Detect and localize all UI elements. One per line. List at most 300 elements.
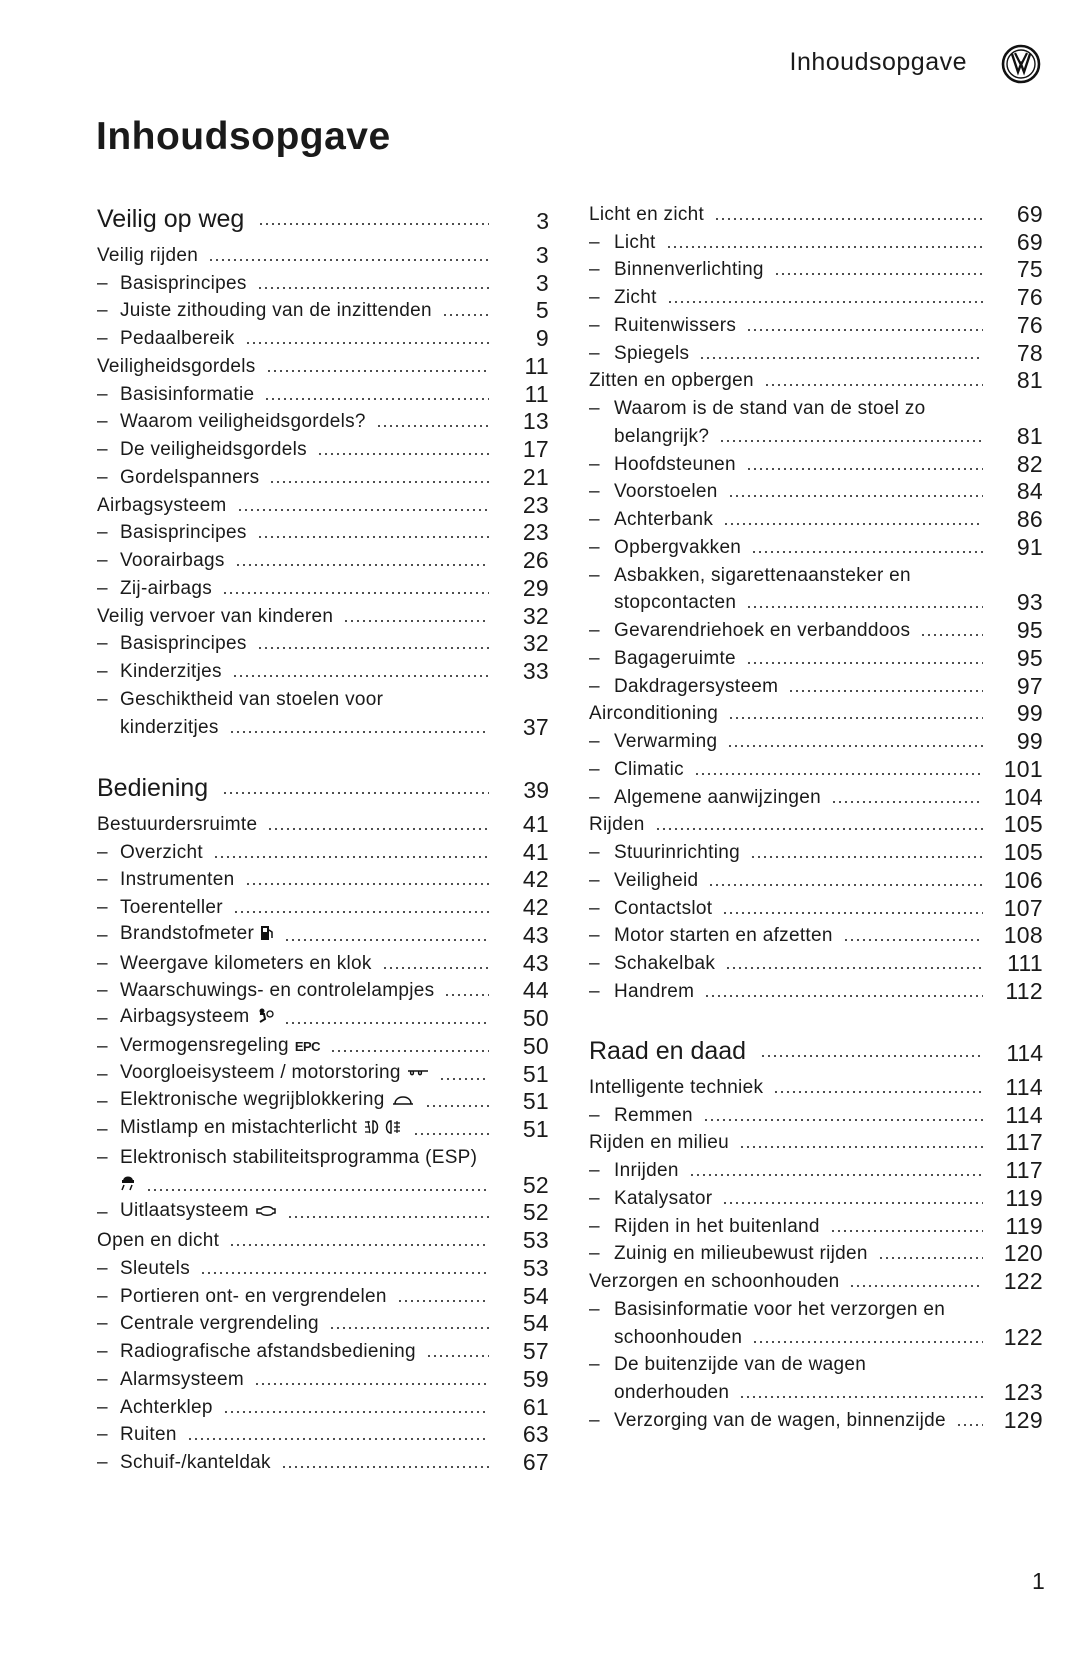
dash-bullet: – [97, 383, 108, 405]
toc-entry-hoofdsteunen[interactable] [589, 449, 1043, 477]
dash-bullet: – [589, 731, 600, 752]
leader-dots [788, 689, 983, 693]
entry-label: Gevarendriehoek en verbanddoos [614, 620, 911, 641]
toc-entry-inrijden[interactable] [589, 1155, 1043, 1183]
entry-page: 104 [1003, 783, 1043, 810]
entry-label: Sleutels [120, 1257, 190, 1279]
toc-entry-achterklep[interactable] [97, 1392, 549, 1420]
leader-dots [329, 1326, 489, 1330]
entry-label: Centrale vergrendeling [120, 1313, 319, 1335]
leader-dots [722, 1201, 983, 1205]
entry-page: 41 [522, 838, 549, 865]
dash-bullet: – [97, 272, 108, 294]
dash-bullet: – [589, 1187, 600, 1209]
dash-bullet: – [97, 1063, 108, 1085]
dash-bullet: – [97, 550, 108, 571]
vw-logo-icon [1001, 44, 1041, 84]
toc-entry-verwarming[interactable] [589, 726, 1043, 754]
toc-entry-verzorgen-en-schoonhouden[interactable] [589, 1266, 1043, 1294]
entry-page: 51 [522, 1088, 549, 1115]
entry-label: Voorairbags [120, 550, 225, 571]
entry-label: Elektronisch stabiliteitsprogramma (ESP) [120, 1146, 478, 1168]
entry-label: Alarmsysteem [120, 1368, 244, 1390]
dash-bullet: – [97, 1257, 108, 1279]
dash-bullet: – [97, 1202, 108, 1224]
leader-dots [413, 1132, 489, 1136]
entry-page: 52 [522, 1171, 549, 1198]
chapter-page: 3 [536, 208, 549, 234]
entry-page: 50 [522, 1005, 549, 1031]
dash-bullet: – [97, 633, 108, 655]
entry-page: 21 [522, 463, 549, 490]
toc-entry-elektronische-wegrijblokkering[interactable] [97, 1087, 549, 1115]
entry-label: Spiegels [614, 342, 690, 364]
leader-dots [281, 1465, 489, 1469]
dash-bullet: – [97, 897, 108, 918]
entry-page: 120 [1003, 1240, 1043, 1267]
toc-entry-asbakken-sigarettenaansteker-en-continued[interactable] [589, 588, 1043, 616]
leader-dots [444, 993, 489, 997]
leader-dots [269, 480, 489, 484]
entry-page: 105 [1003, 839, 1043, 865]
toc-section-raad-en-daad [589, 1032, 1043, 1433]
toc-entry-veilig-vervoer-van-kinderen[interactable] [97, 601, 549, 629]
toc-entry-handrem[interactable] [589, 976, 1043, 1004]
entry-label-continued: onderhouden [614, 1382, 730, 1403]
toc-entry-de-buitenzijde-van-de-wagen[interactable] [589, 1350, 1043, 1378]
leader-dots [222, 791, 489, 795]
leader-dots [376, 424, 489, 428]
leader-dots [223, 1410, 489, 1414]
toc-entry-climatic[interactable] [589, 754, 1043, 782]
entry-page: 3 [535, 241, 549, 268]
dash-bullet: – [589, 481, 600, 503]
toc-entry-verzorging-van-de-wagen-binnenzijde[interactable] [589, 1405, 1043, 1433]
toc-entry-uitlaatsysteem[interactable] [97, 1198, 549, 1226]
entry-label: Geschiktheid van stoelen voor [120, 688, 384, 710]
leader-dots [703, 1118, 983, 1122]
leader-dots [439, 1077, 489, 1081]
leader-dots [689, 1173, 983, 1177]
entry-label: Hoofdsteunen [614, 453, 736, 475]
toc-entry-radiografische-afstandsbediening[interactable] [97, 1336, 549, 1364]
dash-bullet: – [589, 314, 600, 336]
toc-entry-basisinformatie[interactable] [97, 379, 549, 407]
entry-page: 107 [1003, 894, 1043, 921]
toc-entry-ruitenwissers[interactable] [589, 310, 1043, 338]
entry-label-continued: schoonhouden [614, 1326, 743, 1348]
leader-dots [728, 716, 983, 720]
toc-entry-rijden-en-milieu[interactable] [589, 1128, 1043, 1156]
toc-chapter-heading[interactable] [97, 769, 549, 803]
toc-entry-centrale-vergrendeling[interactable] [97, 1309, 549, 1337]
entry-label: Elektronische wegrijblokkering [120, 1088, 425, 1114]
entry-page: 13 [522, 408, 549, 435]
leader-dots [330, 1049, 489, 1053]
toc-entry-ruiten[interactable] [97, 1420, 549, 1448]
leader-dots [284, 938, 489, 942]
dash-bullet: – [589, 1298, 600, 1320]
entry-page: 61 [522, 1393, 549, 1420]
entry-label: Achterbank [614, 509, 714, 530]
dash-bullet: – [97, 841, 108, 863]
leader-dots [232, 674, 489, 678]
toc-entry-brandstofmeter[interactable] [97, 920, 549, 948]
page-number: 1 [1032, 1568, 1045, 1594]
toc-entry-pedaalbereik[interactable] [97, 323, 549, 351]
leader-dots [382, 966, 489, 970]
toc-entry-contactslot[interactable] [589, 893, 1043, 921]
toc-entry-zitten-en-opbergen[interactable] [589, 366, 1043, 394]
chapter-title: Raad en daad [589, 1037, 747, 1065]
leader-dots [751, 550, 983, 554]
leader-dots [708, 883, 983, 887]
toc-entry-licht-en-zicht[interactable] [589, 199, 1043, 227]
entry-page: 44 [522, 977, 549, 1004]
leader-dots [746, 661, 983, 665]
entry-label: Waarom veiligheidsgordels? [120, 411, 366, 433]
epc-icon: EPC [294, 1038, 321, 1054]
dash-bullet: – [97, 661, 108, 682]
dash-bullet: – [589, 897, 600, 919]
entry-page: 43 [522, 949, 549, 976]
entry-page: 63 [522, 1421, 549, 1448]
dash-bullet: – [589, 564, 600, 586]
leader-dots [213, 855, 489, 859]
toc-entry-dakdragersysteem[interactable] [589, 671, 1043, 699]
toc-entry-basisprincipes[interactable] [97, 518, 549, 546]
entry-page: 78 [1016, 339, 1043, 366]
toc-entry-waarschuwings-en-controlelampjes[interactable] [97, 976, 549, 1004]
entry-page: 32 [522, 630, 549, 657]
entry-label: Basisprincipes [120, 633, 247, 655]
toc-entry-waarom-is-de-stand-van-de-stoel-zo[interactable] [589, 393, 1043, 421]
toc-entry-basisprincipes[interactable] [97, 629, 549, 657]
leader-dots [237, 508, 489, 512]
entry-page: 42 [522, 894, 549, 920]
dash-bullet: – [97, 411, 108, 433]
entry-page: 32 [522, 602, 549, 629]
entry-page: 117 [1005, 1157, 1043, 1183]
leader-dots [208, 258, 489, 262]
entry-page: 81 [1016, 422, 1043, 449]
toc-entry-geschiktheid-van-stoelen-voor-continued[interactable] [97, 712, 549, 740]
entry-label: Stuurinrichting [614, 842, 740, 863]
entry-label-continued: stopcontacten [614, 592, 737, 614]
leader-dots [267, 827, 489, 831]
leader-dots [187, 1437, 489, 1441]
entry-label: Bestuurdersruimte [97, 813, 258, 835]
toc-entry-rijden-in-het-buitenland[interactable] [589, 1211, 1043, 1239]
toc-entry-basisinformatie-voor-het-verzorgen-en[interactable] [589, 1294, 1043, 1322]
entry-page: 3 [535, 269, 549, 296]
toc-entry-katalysator[interactable] [589, 1183, 1043, 1211]
toc-entry-intelligente-techniek[interactable] [589, 1072, 1043, 1100]
toc-entry-waarom-veiligheidsgordels[interactable] [97, 407, 549, 435]
toc-entry-vermogensregeling[interactable] [97, 1031, 549, 1059]
dash-bullet: – [589, 1215, 600, 1237]
toc-entry-elektronisch-stabiliteitsprogramma-esp-continued[interactable] [97, 1170, 549, 1198]
leader-dots [714, 217, 983, 221]
entry-page: 76 [1016, 311, 1043, 338]
dash-bullet: – [97, 1368, 108, 1390]
entry-page: 17 [522, 436, 549, 462]
entry-page: 86 [1016, 506, 1043, 532]
leader-dots [723, 522, 983, 526]
dash-bullet: – [589, 1243, 600, 1265]
entry-label: Schakelbak [614, 953, 716, 974]
dash-bullet: – [97, 952, 108, 974]
dash-bullet: – [97, 300, 108, 322]
toc-entry-voorgloeisysteem-motorstoring[interactable] [97, 1059, 549, 1087]
entry-label: Basisprincipes [120, 272, 247, 294]
dash-bullet: – [589, 259, 600, 281]
toc-entry-airbagsysteem[interactable] [97, 1003, 549, 1031]
leader-dots [725, 966, 983, 970]
dash-bullet: – [97, 924, 108, 946]
entry-page: 9 [535, 325, 549, 351]
leader-dots [343, 619, 489, 623]
entry-page: 67 [522, 1449, 549, 1475]
toc-entry-binnenverlichting[interactable] [589, 255, 1043, 283]
leader-dots [666, 245, 983, 249]
dash-bullet: – [589, 647, 600, 669]
entry-label: Pedaalbereik [120, 328, 235, 349]
toc-entry-licht[interactable] [589, 227, 1043, 255]
entry-label: Waarom is de stand van de stoel zo [614, 398, 926, 419]
leader-dots [764, 383, 983, 387]
entry-label: De buitenzijde van de wagen [614, 1354, 867, 1376]
entry-label: Weergave kilometers en klok [120, 952, 372, 974]
toc-entry-zij-airbags[interactable] [97, 573, 549, 601]
dash-bullet: – [97, 466, 108, 488]
toc-entry-toerenteller[interactable] [97, 892, 549, 920]
leader-dots [746, 328, 983, 332]
leader-dots [233, 910, 489, 914]
toc-entry-bestuurdersruimte[interactable] [97, 809, 549, 837]
toc-entry-airbagsysteem[interactable] [97, 490, 549, 518]
toc-entry-juiste-zithouding-van-de-inzittenden[interactable] [97, 296, 549, 324]
leader-dots [830, 1229, 983, 1233]
entry-label: Toerenteller [120, 897, 223, 918]
entry-label: Inrijden [614, 1160, 679, 1181]
entry-page: 37 [522, 713, 549, 740]
toc-entry-schuif-kanteldak[interactable] [97, 1447, 549, 1475]
dash-bullet: – [589, 786, 600, 808]
toc-entry-sleutels[interactable] [97, 1253, 549, 1281]
entry-label: Rijden in het buitenland [614, 1215, 820, 1237]
toc-entry-achterbank[interactable] [589, 504, 1043, 532]
entry-label: Airbagsysteem [120, 1005, 284, 1031]
toc-entry-algemene-aanwijzingen[interactable] [589, 782, 1043, 810]
entry-page: 54 [522, 1310, 549, 1337]
toc-entry-bagageruimte[interactable] [589, 643, 1043, 671]
dash-bullet: – [97, 328, 108, 349]
entry-page: 59 [522, 1365, 549, 1392]
entry-label: Ruiten [120, 1424, 177, 1446]
entry-page: 129 [1003, 1406, 1043, 1433]
toc-entry-veiligheid[interactable] [589, 865, 1043, 893]
toc-chapter-heading[interactable] [97, 200, 549, 234]
toc-entry-gordelspanners[interactable] [97, 462, 549, 490]
toc-entry-remmen[interactable] [589, 1100, 1043, 1128]
entry-page: 82 [1016, 450, 1043, 477]
fog-lights-icon [363, 1118, 403, 1142]
entry-label: Handrem [614, 980, 695, 1002]
entry-page: 42 [522, 866, 549, 893]
entry-page: 53 [522, 1254, 549, 1281]
toc-entry-zicht[interactable] [589, 282, 1043, 310]
page-title: Inhoudsopgave [96, 115, 391, 158]
entry-page: 57 [522, 1338, 549, 1364]
toc-entry-asbakken-sigarettenaansteker-en[interactable] [589, 560, 1043, 588]
leader-dots [831, 800, 983, 804]
dash-bullet: – [589, 1160, 600, 1181]
toc-entry-waarom-is-de-stand-van-de-stoel-zo-continued[interactable] [589, 421, 1043, 449]
toc-entry-de-buitenzijde-van-de-wagen-continued[interactable] [589, 1377, 1043, 1405]
dash-bullet: – [97, 1091, 108, 1113]
entry-page: 101 [1003, 755, 1043, 782]
entry-label: Open en dicht [97, 1230, 220, 1251]
entry-page: 99 [1016, 700, 1043, 727]
toc-entry-airconditioning[interactable] [589, 699, 1043, 727]
dash-bullet: – [589, 620, 600, 641]
leader-dots [667, 300, 983, 304]
toc-entry-zuinig-en-milieubewust-rijden[interactable] [589, 1239, 1043, 1267]
entry-page: 117 [1005, 1129, 1043, 1156]
entry-page: 99 [1016, 728, 1043, 754]
toc-entry-gevarendriehoek-en-verbanddoos[interactable] [589, 615, 1043, 643]
leader-dots [287, 1215, 489, 1219]
toc-entry-open-en-dicht[interactable] [97, 1225, 549, 1253]
entry-label-continued: kinderzitjes [120, 716, 219, 738]
toc-entry-voorstoelen[interactable] [589, 477, 1043, 505]
entry-page: 23 [522, 519, 549, 546]
toc-entry-veiligheidsgordels[interactable] [97, 351, 549, 379]
toc-entry-voorairbags[interactable] [97, 545, 549, 573]
entry-label: Kinderzitjes [120, 661, 222, 682]
entry-label: Gordelspanners [120, 466, 260, 488]
entry-page: 76 [1016, 284, 1043, 310]
entry-page: 91 [1016, 533, 1043, 560]
toc-entry-motor-starten-en-afzetten[interactable] [589, 921, 1043, 949]
leader-dots [266, 369, 489, 373]
dash-bullet: – [589, 980, 600, 1002]
leader-dots [235, 563, 489, 567]
entry-page: 112 [1005, 977, 1043, 1004]
leader-dots [442, 313, 489, 317]
chapter-page: 39 [523, 777, 549, 803]
dash-bullet: – [97, 1146, 108, 1168]
entry-page: 11 [524, 352, 549, 379]
entry-page: 69 [1016, 228, 1043, 255]
toc-entry-instrumenten[interactable] [97, 865, 549, 893]
toc-entry-overzicht[interactable] [97, 837, 549, 865]
entry-page: 95 [1016, 644, 1043, 671]
entry-label: Ruitenwissers [614, 314, 737, 336]
leader-dots [878, 1256, 983, 1260]
entry-page: 122 [1003, 1268, 1043, 1294]
entry-page: 114 [1005, 1101, 1043, 1128]
dash-bullet: – [589, 509, 600, 530]
dash-bullet: – [97, 577, 108, 599]
toc-entry-geschiktheid-van-stoelen-voor[interactable] [97, 684, 549, 712]
entry-page: 33 [522, 658, 549, 684]
toc-entry-schakelbak[interactable] [589, 948, 1043, 976]
toc-entry-portieren-ont-en-vergrendelen[interactable] [97, 1281, 549, 1309]
leader-dots [739, 1145, 983, 1149]
dash-bullet: – [97, 522, 108, 544]
dash-bullet: – [589, 1409, 600, 1431]
leader-dots [746, 605, 983, 609]
leader-dots [426, 1354, 489, 1358]
entry-label: Voorgloeisysteem / motorstoring [120, 1061, 439, 1087]
entry-label: Licht en zicht [589, 203, 705, 225]
toc-entry-veilig-rijden[interactable] [97, 240, 549, 268]
entry-label: Zicht [614, 287, 657, 308]
toc-entry-basisprincipes[interactable] [97, 268, 549, 296]
dash-bullet: – [589, 453, 600, 475]
entry-label: Rijden en milieu [589, 1132, 729, 1154]
entry-label: Veilig vervoer van kinderen [97, 605, 334, 627]
entry-label: Motor starten en afzetten [614, 925, 833, 947]
entry-label: De veiligheidsgordels [120, 439, 307, 460]
airbag-icon [256, 1007, 274, 1031]
dash-bullet: – [589, 231, 600, 253]
chapter-page: 114 [1006, 1040, 1043, 1066]
entry-label: Remmen [614, 1104, 693, 1126]
toc-entry-mistlamp-en-mistachterlicht[interactable] [97, 1114, 549, 1142]
entry-label: Mistlamp en mistachterlicht [120, 1116, 413, 1142]
entry-page: 119 [1005, 1184, 1043, 1211]
dash-bullet: – [97, 1285, 108, 1307]
leader-dots [655, 827, 983, 831]
dash-bullet: – [97, 1313, 108, 1335]
leader-dots [245, 341, 489, 345]
immobilizer-icon [391, 1090, 415, 1114]
toc-entry-alarmsysteem[interactable] [97, 1364, 549, 1392]
entry-label: Asbakken, sigarettenaansteker en [614, 564, 911, 586]
entry-label: Basisinformatie [120, 383, 255, 405]
toc-chapter-heading[interactable] [589, 1032, 1043, 1066]
dash-bullet: – [97, 1008, 108, 1029]
entry-label: Uitlaatsysteem [120, 1199, 287, 1225]
entry-page: 53 [522, 1227, 549, 1253]
dash-bullet: – [97, 1424, 108, 1446]
toc-entry-elektronisch-stabiliteitsprogramma-esp[interactable] [97, 1142, 549, 1170]
toc-entry-spiegels[interactable] [589, 338, 1043, 366]
entry-page: 81 [1016, 367, 1043, 394]
toc-entry-rijden[interactable] [589, 810, 1043, 838]
leader-dots [774, 272, 983, 276]
leader-dots [849, 1284, 983, 1288]
entry-page: 11 [524, 380, 549, 407]
entry-label: Basisprincipes [120, 522, 247, 544]
leader-dots [257, 535, 489, 539]
toc-entry-basisinformatie-voor-het-verzorgen-en-continued[interactable] [589, 1322, 1043, 1350]
toc-entry-weergave-kilometers-en-klok[interactable] [97, 948, 549, 976]
toc-entry-kinderzitjes[interactable] [97, 656, 549, 684]
entry-page: 106 [1003, 866, 1043, 893]
entry-label: Vermogensregeling EPC [120, 1034, 321, 1056]
leader-dots [200, 1271, 489, 1275]
leader-dots [746, 467, 983, 471]
entry-label: Portieren ont- en vergrendelen [120, 1285, 387, 1307]
toc-entry-stuurinrichting[interactable] [589, 837, 1043, 865]
toc-entry-opbergvakken[interactable] [589, 532, 1043, 560]
entry-page: 5 [535, 297, 549, 324]
toc-entry-de-veiligheidsgordels[interactable] [97, 434, 549, 462]
